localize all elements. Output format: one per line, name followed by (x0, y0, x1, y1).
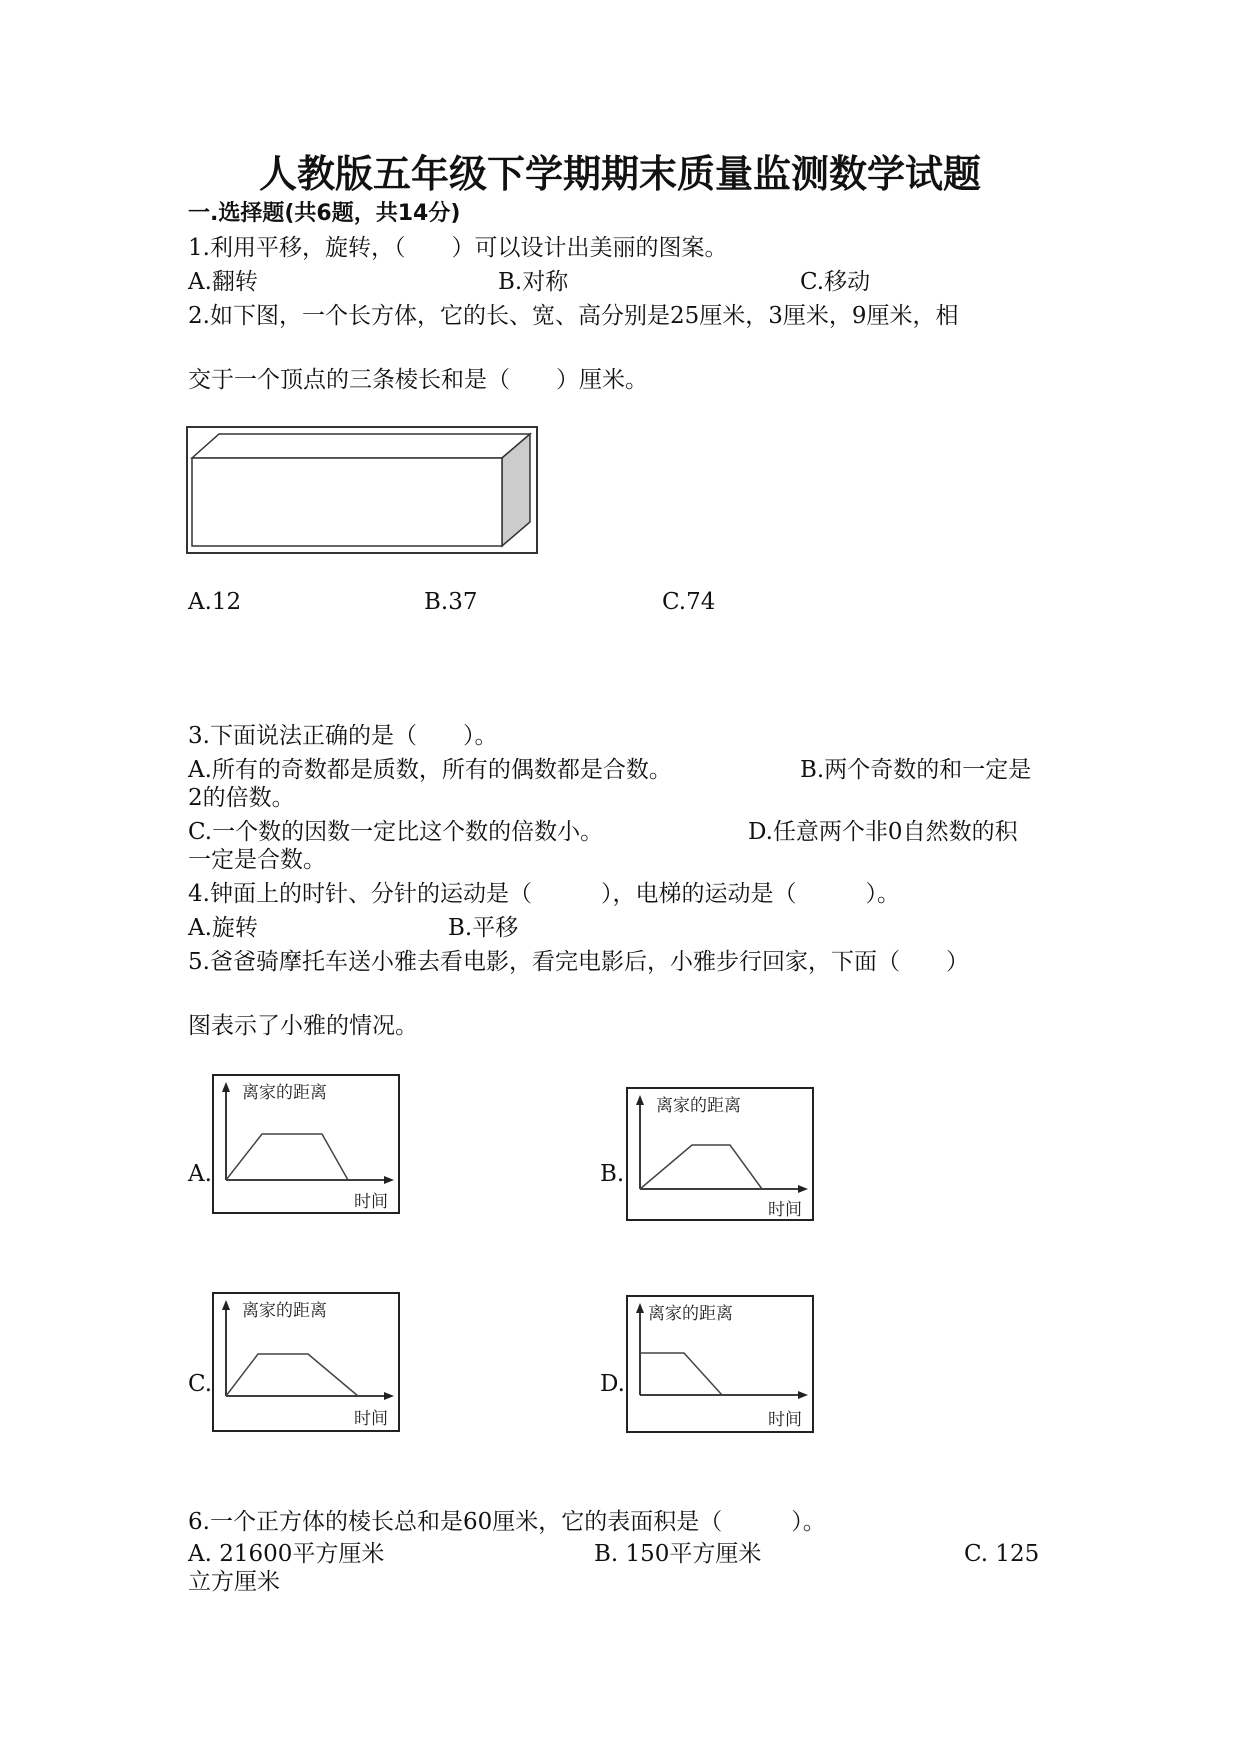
q3-option-b: B.两个奇数的和一定是 (800, 757, 1032, 783)
page-title: 人教版五年级下学期期末质量监测数学试题 (258, 152, 981, 196)
section-heading: 一.选择题(共6题，共14分) (188, 201, 461, 226)
question-5-stem-line1: 5.爸爸骑摩托车送小雅去看电影，看完电影后，小雅步行回家，下面（ ） (188, 949, 969, 975)
graph-b-ylabel: 离家的距离 (656, 1096, 741, 1116)
question-4-stem: 4.钟面上的时针、分针的运动是（ ），电梯的运动是（ ）。 (188, 881, 900, 907)
q2-option-a: A.12 (188, 589, 242, 615)
q1-option-a: A.翻转 (188, 269, 258, 295)
q3-option-a: A.所有的奇数都是质数，所有的偶数都是合数。 (188, 757, 672, 783)
graph-c-xlabel: 时间 (354, 1409, 388, 1429)
q5-option-d-label: D. (600, 1371, 625, 1397)
q5-option-b-label: B. (600, 1161, 625, 1187)
question-2-stem-line1: 2.如下图，一个长方体，它的长、宽、高分别是25厘米，3厘米，9厘米，相 (188, 303, 959, 329)
q6-option-b: B. 150平方厘米 (594, 1541, 762, 1567)
graph-b-xlabel: 时间 (768, 1200, 802, 1220)
graph-a-ylabel: 离家的距离 (242, 1083, 327, 1103)
q3-option-d: D.任意两个非0自然数的积 (748, 819, 1018, 845)
graph-d-xlabel: 时间 (768, 1410, 802, 1430)
q1-option-b: B.对称 (498, 269, 569, 295)
graph-a-xlabel: 时间 (354, 1192, 388, 1212)
q5-graph-a (212, 1074, 400, 1214)
q5-graph-d (626, 1294, 814, 1434)
q5-option-c-label: C. (188, 1371, 213, 1397)
question-2-stem-line2: 交于一个顶点的三条棱长和是（ ）厘米。 (188, 367, 648, 393)
question-5-stem-line2: 图表示了小雅的情况。 (188, 1013, 418, 1039)
q1-option-c: C.移动 (800, 269, 871, 295)
q3-option-c: C.一个数的因数一定比这个数的倍数小。 (188, 819, 604, 845)
graph-c-ylabel: 离家的距离 (242, 1301, 327, 1321)
q2-option-c: C.74 (662, 589, 716, 615)
q4-option-a: A.旋转 (188, 915, 258, 941)
q5-graph-b (626, 1084, 814, 1224)
question-1-stem: 1.利用平移，旋转，（ ）可以设计出美丽的图案。 (188, 235, 728, 261)
q6-option-c: C. 125 (964, 1541, 1040, 1567)
graph-d-ylabel: 离家的距离 (648, 1304, 733, 1324)
question-6-stem: 6.一个正方体的棱长总和是60厘米，它的表面积是（ ）。 (188, 1509, 826, 1535)
q5-graph-c (212, 1292, 400, 1432)
q6-option-a: A. 21600平方厘米 (188, 1541, 385, 1567)
cuboid-figure (186, 426, 538, 554)
q3-option-b-cont: 2的倍数。 (188, 785, 295, 811)
q3-option-d-cont: 一定是合数。 (188, 847, 326, 873)
q6-option-c-cont: 立方厘米 (188, 1569, 280, 1595)
question-3-stem: 3.下面说法正确的是（ ）。 (188, 723, 498, 749)
q5-option-a-label: A. (188, 1161, 212, 1187)
q4-option-b: B.平移 (448, 915, 519, 941)
q2-option-b: B.37 (424, 589, 478, 615)
